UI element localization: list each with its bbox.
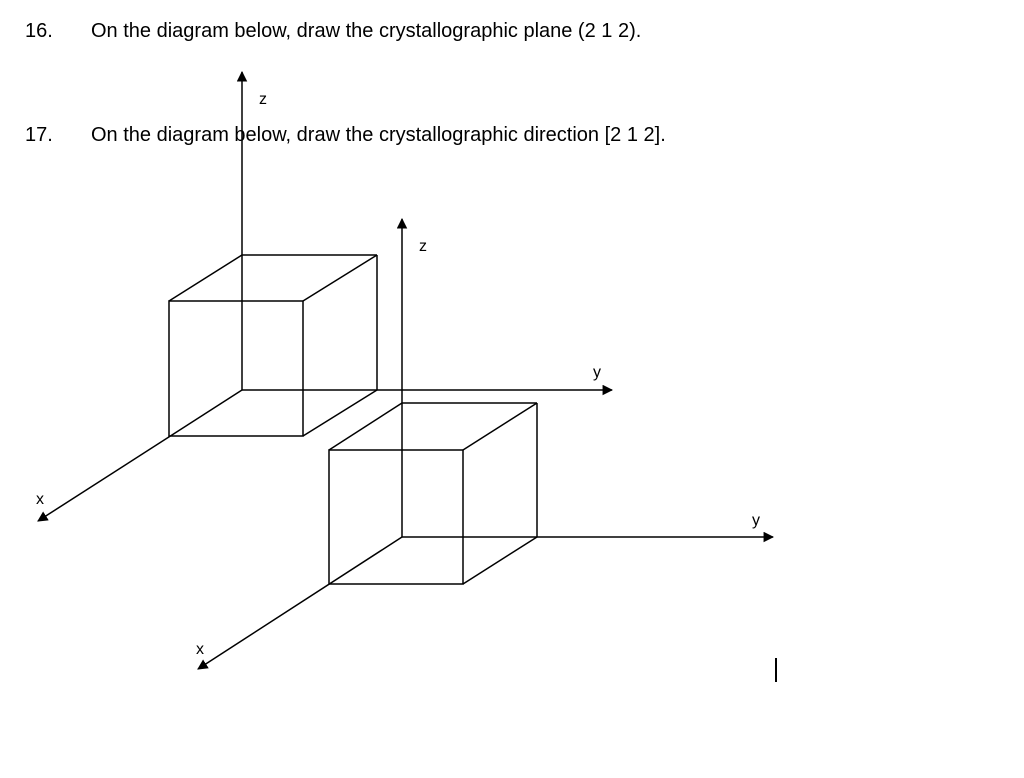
question-number: 17.	[25, 124, 53, 146]
cube-edge	[463, 537, 537, 584]
question-text: On the diagram below, draw the crystallographic direction [2 1 2].	[91, 124, 666, 146]
y-axis-label: y	[593, 364, 601, 381]
z-axis-label: z	[259, 91, 267, 108]
x-axis	[38, 390, 242, 521]
question-number: 16.	[25, 20, 53, 42]
cube-edge	[463, 403, 537, 450]
text-cursor-mark	[775, 658, 777, 682]
x-axis	[198, 537, 402, 669]
y-axis-label: y	[752, 512, 760, 529]
cube-edge	[303, 390, 377, 436]
diagram-direction-17	[196, 219, 773, 669]
unit-cube	[329, 403, 537, 584]
cube-edge	[303, 255, 377, 301]
unit-cube	[169, 255, 377, 436]
x-axis-label: x	[196, 641, 204, 658]
cube-edge	[329, 403, 402, 450]
x-axis-label: x	[36, 491, 44, 508]
cube-front-face	[169, 301, 303, 436]
z-axis-label: z	[419, 238, 427, 255]
cube-front-face	[329, 450, 463, 584]
cube-edge	[169, 255, 242, 301]
question-text: On the diagram below, draw the crystallographic plane (2 1 2).	[91, 20, 642, 42]
